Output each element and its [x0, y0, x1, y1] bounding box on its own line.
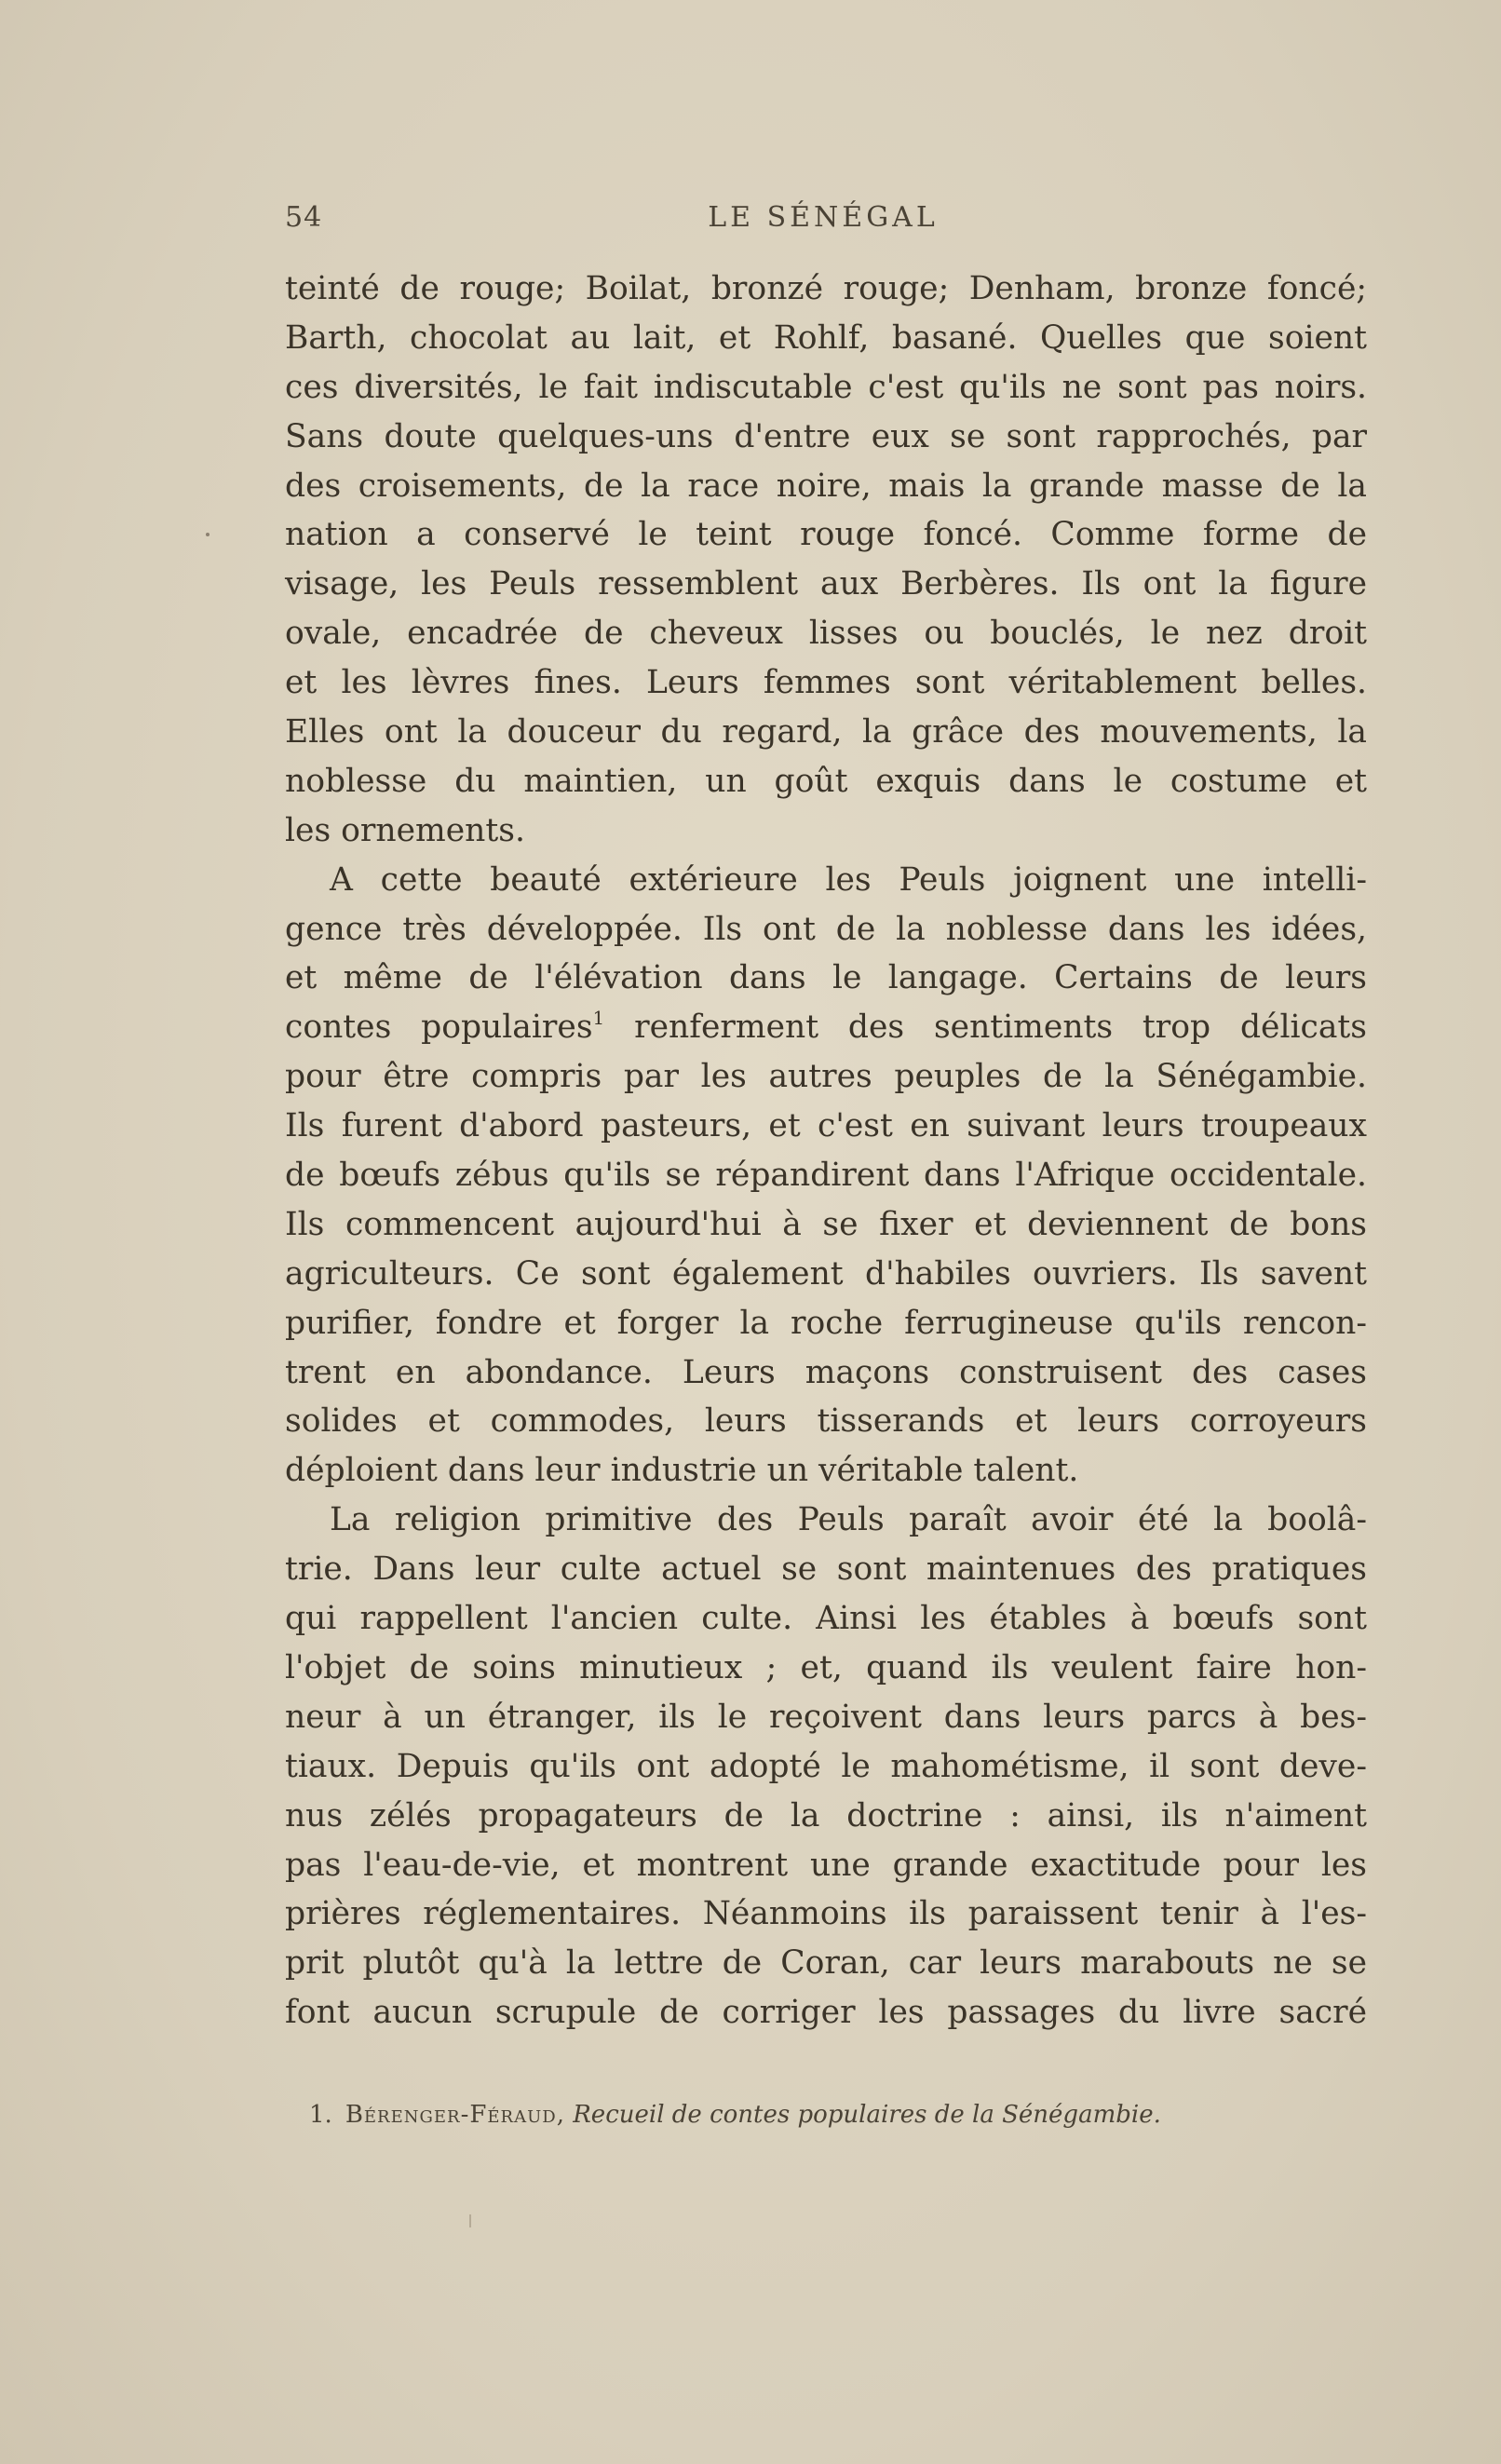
text-line: déploient dans leur industrie un véritable talent. — [285, 1452, 1079, 1490]
text-line-with-footnote — [285, 1003, 1367, 1052]
text-line: Elles ont la douceur du regard, la grâce des mouvements, la — [285, 713, 1367, 751]
footnote-reference: 1 — [592, 1007, 605, 1030]
text-line: tiaux. Depuis qu'ils ont adopté le mahométisme, il sont deve- — [285, 1747, 1367, 1785]
text-line: Sans doute quelques-uns d'entre eux se sont rapprochés, par — [285, 417, 1367, 455]
page-number: 54 — [285, 201, 323, 234]
text-line: Ils commencent aujourd'hui à se fixer et deviennent de bons — [285, 1205, 1367, 1243]
text-line: trie. Dans leur culte actuel se sont maintenues des pratiques — [285, 1550, 1367, 1589]
text-line: et les lèvres fines. Leurs femmes sont véritablement belles. — [285, 664, 1367, 702]
line-fragment: renferment des sentiments trop délicats — [604, 1009, 1367, 1047]
text-line: ces diversités, le fait indiscutable c'est qu'ils ne sont pas noirs. — [285, 368, 1367, 406]
text-line: pas l'eau-de-vie, et montrent une grande exactitude pour les — [285, 1846, 1367, 1884]
paragraph-start-line: La religion primitive des Peuls paraît avoir été la boolâ- — [330, 1501, 1367, 1539]
footnote-author: Bérenger-Féraud, — [345, 2101, 565, 2129]
paragraph-start-line: A cette beauté extérieure les Peuls joignent une intelli- — [330, 860, 1367, 899]
text-line: des croisements, de la race noire, mais la grande masse de la — [285, 467, 1367, 505]
text-line: Ils furent d'abord pasteurs, et c'est en suivant leurs troupeaux — [285, 1107, 1367, 1145]
text-line: solides et commodes, leurs tisserands et leurs corroyeurs — [285, 1402, 1367, 1441]
text-line: prit plutôt qu'à la lettre de Coran, car leurs marabouts ne se — [285, 1944, 1367, 1983]
text-line: purifier, fondre et forger la roche ferrugineuse qu'ils rencon- — [285, 1304, 1367, 1342]
text-line: et même de l'élévation dans le langage. Certains de leurs — [285, 959, 1367, 997]
text-line: neur à un étranger, ils le reçoivent dans leurs parcs à bes- — [285, 1698, 1367, 1736]
text-line: visage, les Peuls ressemblent aux Berbères. Ils ont la figure — [285, 565, 1367, 603]
text-line: noblesse du maintien, un goût exquis dans le costume et — [285, 762, 1367, 800]
body-text — [285, 264, 1367, 2038]
text-line: teinté de rouge; Boilat, bronzé rouge; Denham, bronze foncé; — [285, 270, 1367, 307]
text-line: trent en abondance. Leurs maçons construisent des cases — [285, 1353, 1367, 1391]
text-line: nation a conservé le teint rouge foncé. Comme forme de — [285, 516, 1367, 554]
text-line: l'objet de soins minutieux ; et, quand ils veulent faire hon- — [285, 1648, 1367, 1686]
text-line: les ornements. — [285, 811, 525, 849]
text-line: gence très développée. Ils ont de la noblesse dans les idées, — [285, 910, 1367, 948]
text-line: de bœufs zébus qu'ils se répandirent dans l'Afrique occidentale. — [285, 1157, 1367, 1195]
text-line: font aucun scrupule de corriger les passages du livre sacré — [285, 1994, 1367, 2032]
text-line: nus zélés propagateurs de la doctrine : ainsi, ils n'aiment — [285, 1796, 1367, 1834]
line-fragment: contes populaires — [285, 1009, 593, 1047]
page-header — [279, 201, 1367, 242]
text-line: qui rappellent l'ancien culte. Ainsi les étables à bœufs sont — [285, 1600, 1367, 1638]
text-line: Barth, chocolat au lait, et Rohlf, basané. Quelles que soient — [285, 318, 1367, 357]
running-head: LE SÉNÉGAL — [708, 201, 939, 234]
paper-speck — [469, 2214, 471, 2227]
footnote-title: Recueil de contes populaires de la Sénégambie. — [573, 2101, 1161, 2129]
footnote — [309, 2101, 1361, 2129]
text-line: prières réglementaires. Néanmoins ils paraissent tenir à l'es- — [285, 1895, 1367, 1933]
text-line: agriculteurs. Ce sont également d'habiles ouvriers. Ils savent — [285, 1254, 1367, 1293]
margin-speck — [206, 533, 210, 536]
footnote-number: 1. — [309, 2101, 332, 2129]
text-line: pour être compris par les autres peuples de la Sénégambie. — [285, 1058, 1367, 1096]
text-line: ovale, encadrée de cheveux lisses ou bouclés, le nez droit — [285, 615, 1367, 653]
